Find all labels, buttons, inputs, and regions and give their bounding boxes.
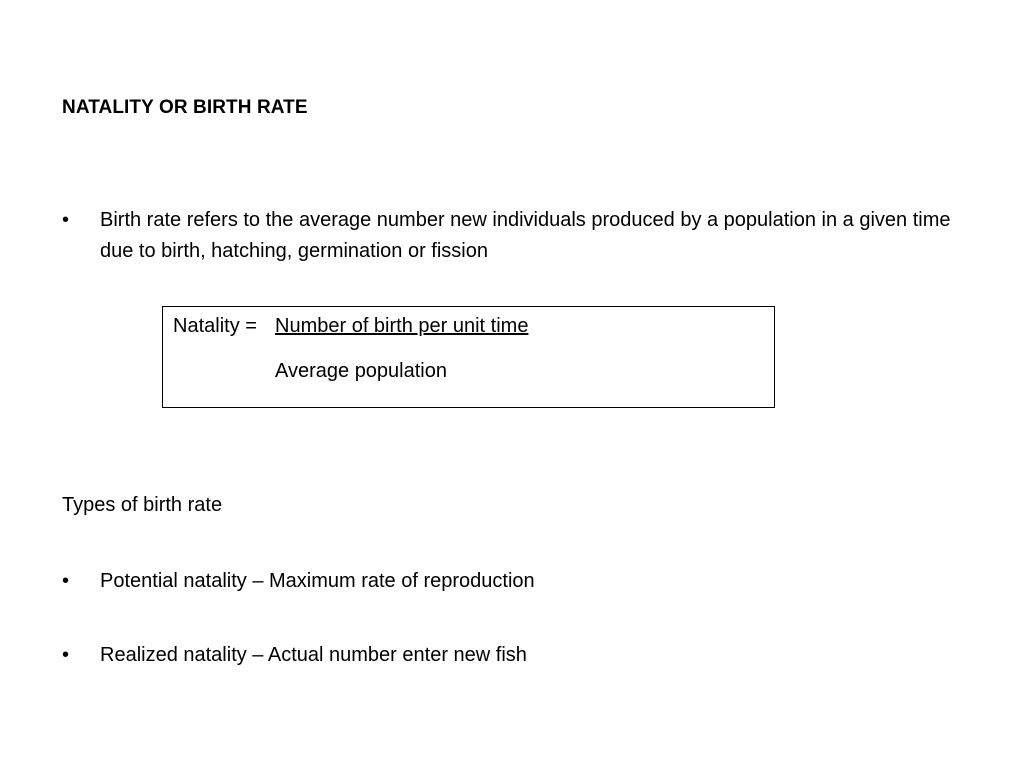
type-text: Realized natality – Actual number enter new fish — [100, 644, 527, 666]
formula-label: Natality = — [173, 315, 257, 337]
types-heading: Types of birth rate — [62, 494, 223, 516]
bullet-icon: • — [62, 570, 70, 592]
formula-numerator: Number of birth per unit time — [275, 315, 529, 337]
definition-bullet — [62, 205, 982, 267]
formula-box — [162, 306, 775, 408]
formula-denominator: Average population — [275, 360, 447, 382]
type-text: Potential natality – Maximum rate of reproduction — [100, 570, 535, 592]
type-bullet-potential — [62, 566, 862, 597]
bullet-icon: • — [62, 644, 70, 666]
bullet-icon: • — [62, 209, 70, 231]
type-bullet-realized — [62, 640, 862, 671]
definition-text: Birth rate refers to the average number new individuals produced by a population in a given time due to birth, hatching, germination or fission — [100, 209, 951, 262]
slide-title: NATALITY OR BIRTH RATE — [62, 97, 308, 118]
